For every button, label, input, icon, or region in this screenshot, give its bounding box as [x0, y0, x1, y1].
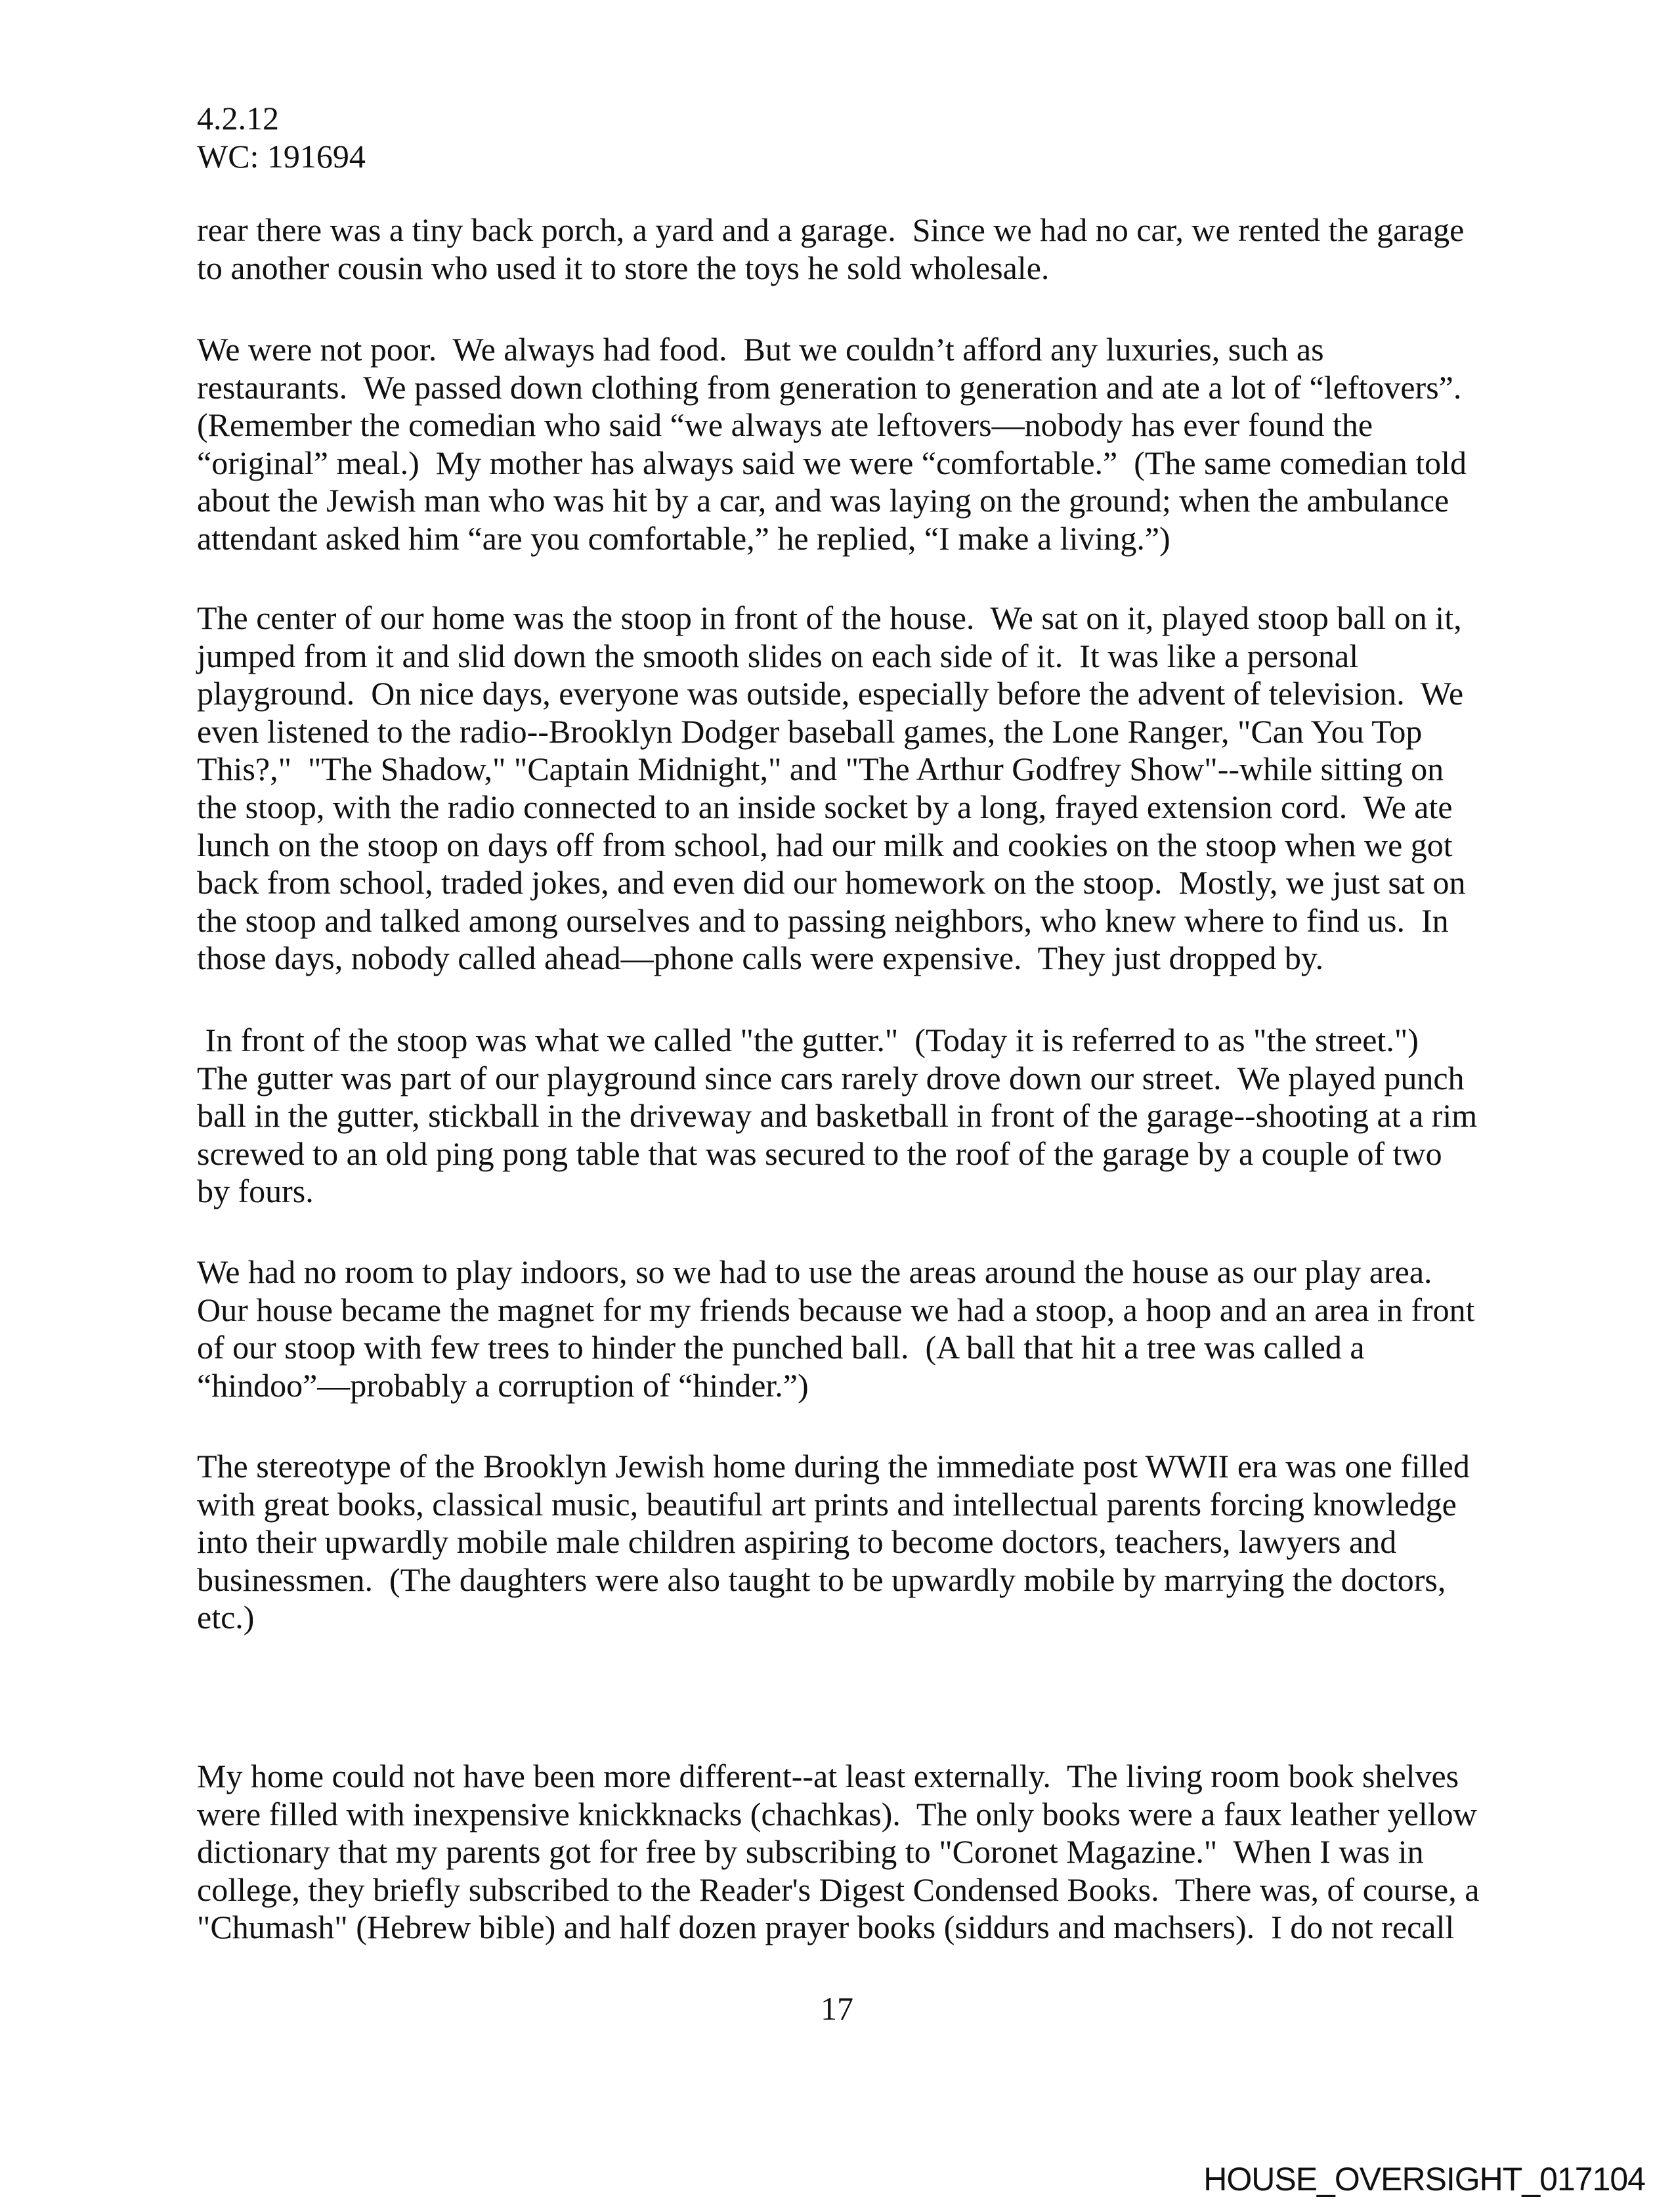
text-line: We were not poor. We always had food. But we couldn’t afford any luxuries, such as	[197, 331, 1324, 368]
text-line: The center of our home was the stoop in front of the house. We sat on it, played stoop ball on it,	[197, 599, 1462, 636]
text-line: even listened to the radio--Brooklyn Dodger baseball games, the Lone Ranger, "Can You Top	[197, 712, 1423, 750]
bates-number: HOUSE_OVERSIGHT_017104	[1203, 2161, 1645, 2198]
text-line: Our house became the magnet for my friends because we had a stoop, a hoop and an area in front	[197, 1291, 1475, 1328]
paragraph	[197, 1758, 1674, 1947]
text-line: with great books, classical music, beautiful art prints and intellectual parents forcing knowledge	[197, 1485, 1457, 1523]
paragraph	[197, 1448, 1674, 1637]
paragraph	[197, 1253, 1674, 1404]
text-line: We had no room to play indoors, so we had to use the areas around the house as our play area.	[197, 1253, 1432, 1290]
text-line: by fours.	[197, 1173, 314, 1210]
text-line: of our stoop with few trees to hinder the punched ball. (A ball that hit a tree was called a	[197, 1329, 1365, 1366]
text-line: dictionary that my parents got for free by subscribing to "Coronet Magazine." When I was in	[197, 1833, 1424, 1871]
text-line: lunch on the stoop on days off from school, had our milk and cookies on the stoop when we got	[197, 826, 1453, 863]
text-line: restaurants. We passed down clothing from generation to generation and ate a lot of “leftovers”.	[197, 368, 1462, 406]
text-line: "Chumash" (Hebrew bible) and half dozen prayer books (siddurs and machsers). I do not recall	[197, 1909, 1455, 1946]
text-line: This?," "The Shadow," "Captain Midnight," and "The Arthur Godfrey Show"--while sitting on	[197, 750, 1444, 788]
text-line: rear there was a tiny back porch, a yard and a garage. Since we had no car, we rented the garage	[197, 211, 1465, 248]
text-line: The stereotype of the Brooklyn Jewish home during the immediate post WWII era was one filled	[197, 1448, 1470, 1485]
text-line: jumped from it and slid down the smooth slides on each side of it. It was like a personal	[197, 637, 1359, 674]
text-line: playground. On nice days, everyone was outside, especially before the advent of television. We	[197, 675, 1464, 712]
text-line: “original” meal.) My mother has always said we were “comfortable.” (The same comedian told	[197, 444, 1467, 481]
text-line: etc.)	[197, 1599, 255, 1636]
text-line: college, they briefly subscribed to the Reader's Digest Condensed Books. There was, of course, a	[197, 1871, 1480, 1908]
paragraph	[197, 599, 1674, 978]
text-line: were filled with inexpensive knickknacks (chachkas). The only books were a faux leather yellow	[197, 1795, 1477, 1832]
paragraph	[197, 331, 1674, 558]
text-line: ball in the gutter, stickball in the driveway and basketball in front of the garage--shooting at a rim	[197, 1097, 1478, 1135]
text-line: (Remember the comedian who said “we always ate leftovers—nobody has ever found the	[197, 406, 1373, 444]
text-line: those days, nobody called ahead—phone calls were expensive. They just dropped by.	[197, 940, 1324, 977]
text-line: the stoop, with the radio connected to an inside socket by a long, frayed extension cord. We ate	[197, 788, 1453, 825]
page-number: 17	[821, 1990, 853, 2027]
text-line: to another cousin who used it to store the toys he sold wholesale.	[197, 249, 1050, 286]
text-line: attendant asked him “are you comfortable,” he replied, “I make a living.”)	[197, 519, 1170, 557]
document-header	[197, 100, 366, 175]
text-line: The gutter was part of our playground since cars rarely drove down our street. We played punch	[197, 1059, 1465, 1096]
header-date: 4.2.12	[197, 100, 279, 137]
header-word-count: WC: 191694	[197, 137, 366, 175]
text-line: into their upwardly mobile male children aspiring to become doctors, teachers, lawyers and	[197, 1523, 1397, 1561]
text-line: “hindoo”—probably a corruption of “hinder.”)	[197, 1366, 809, 1404]
text-line: My home could not have been more different--at least externally. The living room book shelves	[197, 1758, 1459, 1794]
text-line: screwed to an old ping pong table that was secured to the roof of the garage by a couple of two	[197, 1135, 1442, 1172]
text-line: businessmen. (The daughters were also taught to be upwardly mobile by marrying the doctors,	[197, 1561, 1446, 1598]
text-line: the stoop and talked among ourselves and to passing neighbors, who knew where to find us. In	[197, 901, 1449, 939]
text-line: about the Jewish man who was hit by a car, and was laying on the ground; when the ambulance	[197, 482, 1449, 519]
text-line: back from school, traded jokes, and even did our homework on the stoop. Mostly, we just sat on	[197, 864, 1466, 901]
paragraph	[197, 1022, 1674, 1211]
text-line: In front of the stoop was what we called "the gutter." (Today it is referred to as "the street.")	[197, 1022, 1419, 1058]
paragraph	[197, 211, 1674, 287]
